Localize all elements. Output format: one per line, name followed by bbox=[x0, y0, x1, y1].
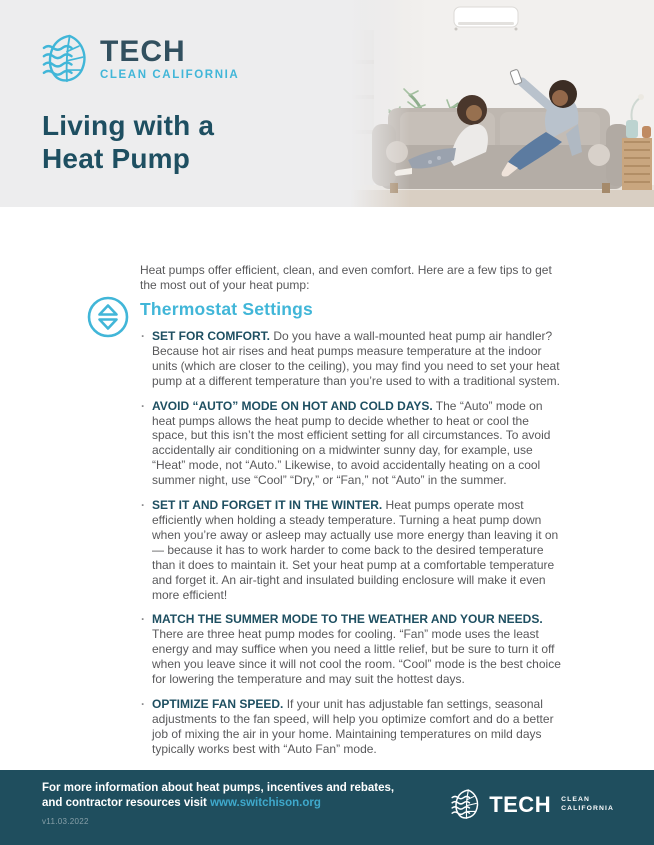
vase bbox=[626, 120, 638, 138]
leaf-waves-icon bbox=[42, 33, 90, 85]
couch bbox=[372, 108, 630, 193]
footer-band bbox=[0, 770, 654, 845]
round-pillow-right bbox=[588, 144, 610, 166]
hero-photo bbox=[350, 0, 654, 207]
page-title-line2: Heat Pump bbox=[42, 142, 191, 174]
tech-clean-california-logo bbox=[42, 33, 239, 85]
tip-lead: AVOID “AUTO” MODE ON HOT AND COLD DAYS. bbox=[152, 398, 433, 413]
list-item bbox=[141, 329, 565, 389]
logo-subtitle: CLEAN CALIFORNIA bbox=[100, 68, 240, 81]
photo-left-fade bbox=[350, 0, 410, 207]
footer-logo-subtitle bbox=[561, 796, 614, 814]
tip-text: The “Auto” mode on heat pumps allows the heat pump to decide whether to heat or cool the space, but this isn’t the most efficient setting for all circumstances. To avoid accidentally air conditioning on a midwinter sunny day, for example, use “Heat” mode, not “Auto.” Likewise, to avoid accidentally heating on a cool summer night, use “Cool” “Dry,” or “Fan,” not “Auto” in the summer. bbox=[152, 398, 551, 488]
tips-list bbox=[141, 329, 565, 767]
leaf-waves-icon-white bbox=[451, 788, 481, 821]
header-band bbox=[0, 0, 654, 207]
tip-text: Do you have a wall-mounted heat pump air handler? Because hot air rises and heat pumps measure temperature at the indoor units (which are closer to the ceiling), you may find you need to set your heat pump at a different temperature than you’re used to with a traditional system. bbox=[152, 329, 560, 388]
logo-text bbox=[100, 34, 240, 82]
ac-unit-icon bbox=[454, 7, 518, 31]
page-title-line1: Living with a bbox=[42, 110, 215, 141]
list-item bbox=[141, 697, 565, 757]
tip-text: If your unit has adjustable fan settings, seasonal adjustments to the fan speed, will help you optimize comfort and do a better job of mixing the air in your home. Maintaining temperatures on mild days typically works best with “Auto Fan” mode. bbox=[152, 696, 554, 756]
tip-text: Heat pumps operate most efficiently when holding a steady temperature. Turning a heat pump down when you’re away or asleep may actually use more energy than leaving it on — because it has to work harder to come back to the desired temperature than it does to maintain it. Set your heat pump at a comfortable temperature and forget it. An air-tight and insulated building enclosure will make it even more efficient! bbox=[152, 498, 559, 602]
section-title-thermostat-settings: Thermostat Settings bbox=[140, 299, 313, 319]
small-vase bbox=[642, 126, 651, 138]
footer-info-text: For more information about heat pumps, incentives and rebates, and contractor resources visit bbox=[42, 782, 395, 809]
tip-lead: SET FOR COMFORT. bbox=[152, 329, 270, 343]
tip-lead: MATCH THE SUMMER MODE TO THE WEATHER AND YOUR NEEDS. bbox=[152, 612, 543, 627]
tip-lead: OPTIMIZE FAN SPEED. bbox=[152, 696, 284, 711]
thermostat-up-down-icon bbox=[85, 294, 131, 340]
flower bbox=[638, 94, 644, 100]
intro-paragraph: Heat pumps offer efficient, clean, and even comfort. Here are a few tips to get the most out of your heat pump: bbox=[140, 263, 552, 292]
tip-text: There are three heat pump modes for cooling. “Fan” mode uses the least energy and may suffice when you need a little relief, but be sure to turn it off when you leave since it will not cool the room. “Cool” mode is the best choice for lowering the temperature and may suit the hottest days. bbox=[152, 627, 561, 687]
list-item bbox=[141, 612, 565, 687]
page-title bbox=[42, 110, 214, 176]
list-item bbox=[141, 498, 565, 602]
footer-info bbox=[42, 781, 414, 810]
footer-logo-sub-line1: CLEAN bbox=[561, 795, 590, 803]
footer-logo-name: TECH bbox=[489, 791, 552, 817]
version-label: v11.03.2022 bbox=[42, 817, 89, 826]
list-item bbox=[141, 399, 565, 488]
logo-name: TECH bbox=[100, 34, 186, 68]
switchison-link[interactable]: www.switchison.org bbox=[210, 796, 321, 809]
footer-tech-logo bbox=[451, 788, 614, 821]
footer-logo-sub-line2: CALIFORNIA bbox=[561, 804, 614, 812]
tip-lead: SET IT AND FORGET IT IN THE WINTER. bbox=[152, 498, 383, 513]
